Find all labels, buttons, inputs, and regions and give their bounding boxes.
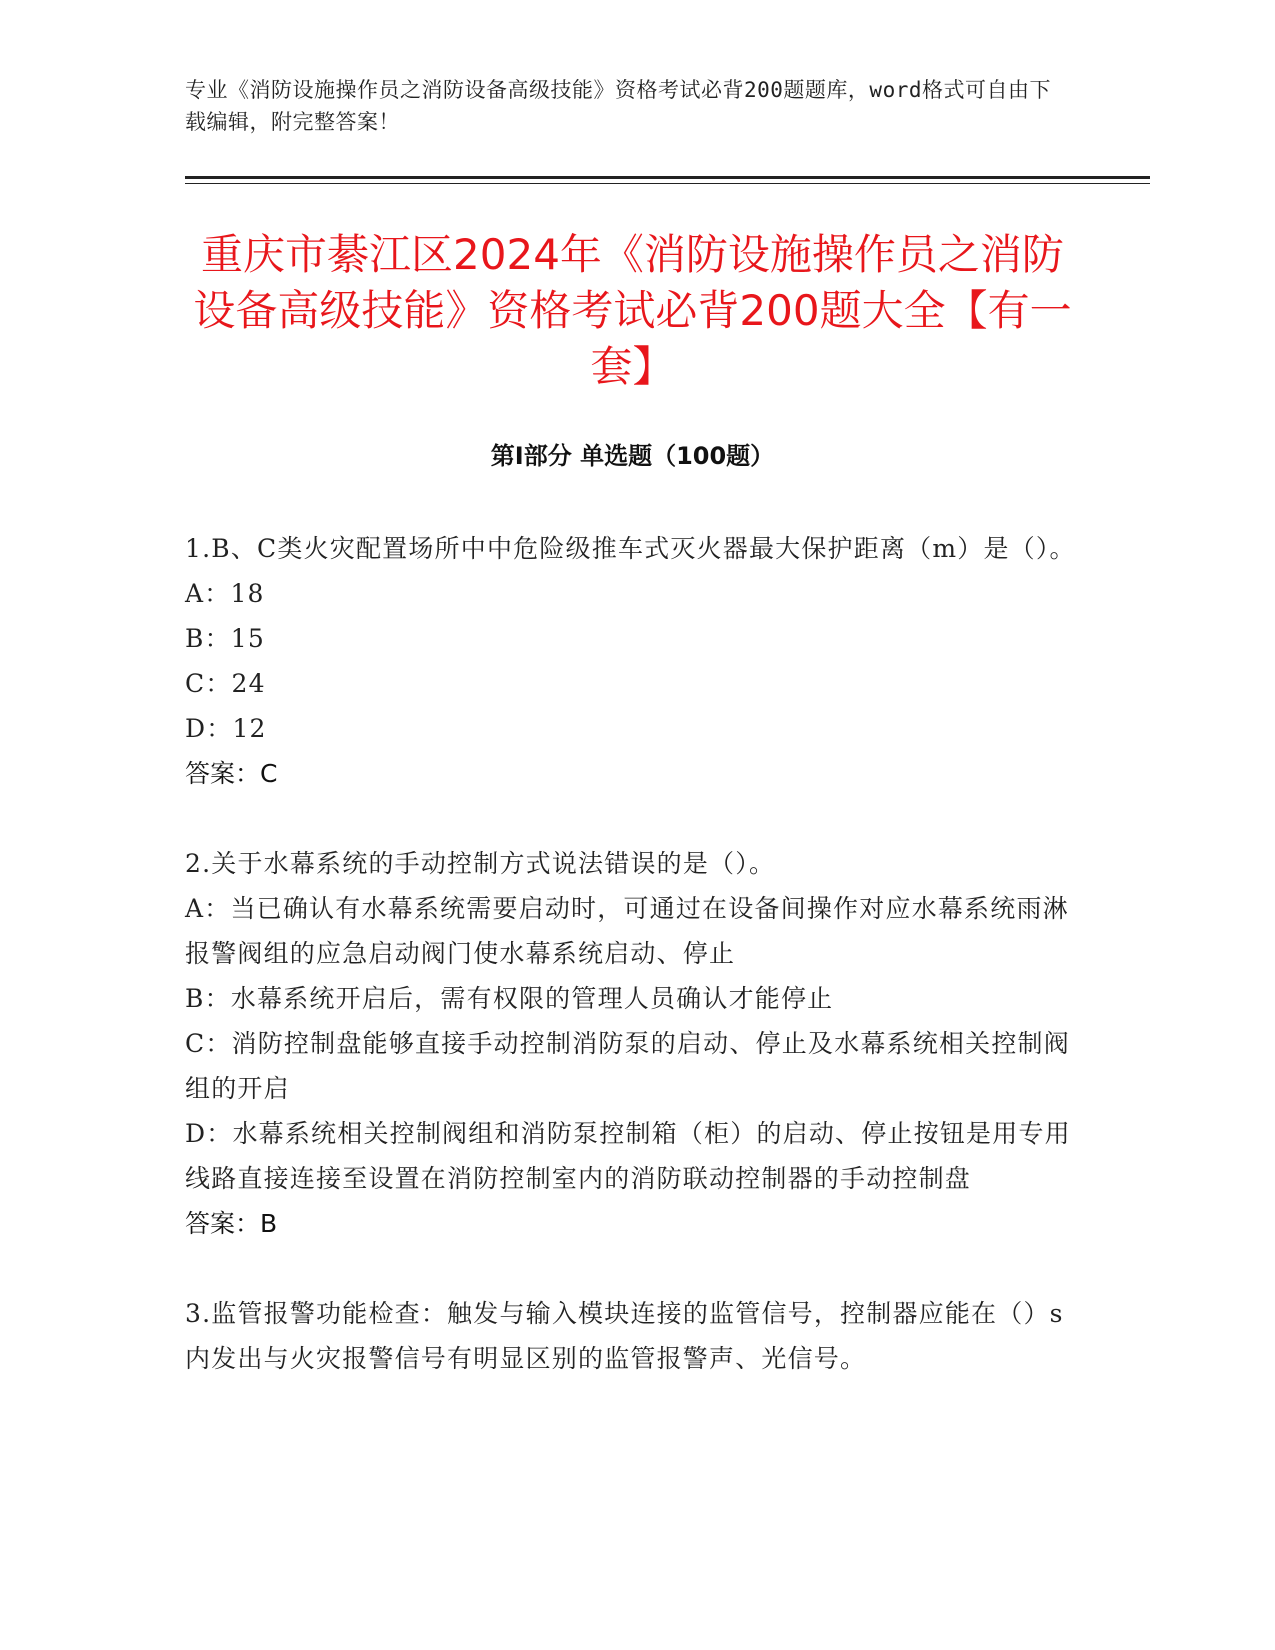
answer: 答案：B — [185, 1209, 278, 1238]
option-c: C：24 — [185, 669, 266, 698]
option-c: C：消防控制盘能够直接手动控制消防泵的启动、停止及水幕系统相关控制阀组的开启 — [185, 1029, 1070, 1103]
option-b: B：水幕系统开启后，需有权限的管理人员确认才能停止 — [185, 984, 834, 1013]
question-3 — [185, 1291, 1080, 1381]
question-2 — [185, 841, 1080, 1246]
option-a: A：当已确认有水幕系统需要启动时，可通过在设备间操作对应水幕系统雨淋报警阀组的应急启动阀门使水幕系统启动、停止 — [185, 894, 1069, 968]
section-title: 第I部分 单选题（100题） — [490, 442, 775, 470]
option-a: A：18 — [185, 579, 265, 608]
question-text: 2.关于水幕系统的手动控制方式说法错误的是（）。 — [185, 849, 776, 878]
option-b: B：15 — [185, 624, 265, 653]
header-note: 专业《消防设施操作员之消防设备高级技能》资格考试必背200题题库，word格式可自由下载编辑，附完整答案！ — [185, 78, 1051, 134]
answer: 答案：C — [185, 759, 278, 788]
question-list — [185, 526, 1080, 1426]
header-divider-thin — [185, 183, 1150, 184]
option-d: D：12 — [185, 714, 267, 743]
option-d: D：水幕系统相关控制阀组和消防泵控制箱（柜）的启动、停止按钮是用专用线路直接连接至设置在消防控制室内的消防联动控制器的手动控制盘 — [185, 1119, 1071, 1193]
question-text: 1.B、C类火灾配置场所中中危险级推车式灭火器最大保护距离（m）是（）。 — [185, 534, 1076, 563]
question-text: 3.监管报警功能检查：触发与输入模块连接的监管信号，控制器应能在（）s内发出与火灾报警信号有明显区别的监管报警声、光信号。 — [185, 1299, 1064, 1373]
question-1 — [185, 526, 1080, 796]
document-title: 重庆市綦江区2024年《消防设施操作员之消防设备高级技能》资格考试必背200题大全【有一套】 — [193, 230, 1072, 391]
header-divider-thick — [185, 176, 1150, 179]
